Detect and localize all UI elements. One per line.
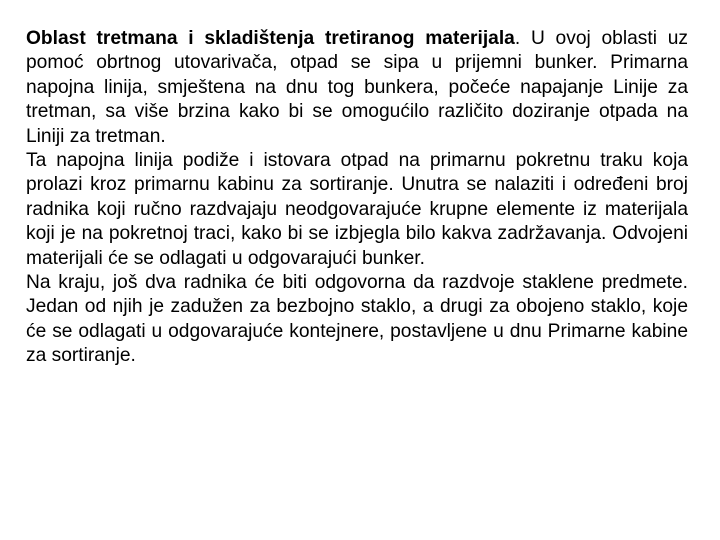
section-heading: Oblast tretmana i skladištenja tretiranog materijala [26,28,515,49]
paragraph-feed-line: Ta napojna linija podiže i istovara otpad na primarnu pokretnu traku koja prolazi kroz primarnu kabinu za sortiranje. Unutra se nalaziti i određeni broj radnika koji ručno razdvajaju neodgovarajuće krupne elemente iz materijala koji je na pokretnoj traci, kako bi se izbjegla bilo kakva zadržavanja. Odvojeni materijali će se odlagati u odgovarajući bunker. [26,150,688,269]
paragraph-1-text: . U ovoj oblasti uz pomoć obrtnog utovarivača, otpad se sipa u prijemni bunker. Primarna napojna linija, smještena na dnu tog bunkera, počeće napajanje Linije za tretman, sa više brzina kako bi se omogućilo različito doziranje otpada na Liniji za tretman. [26,28,688,147]
paragraph-glass-sorting: Na kraju, još dva radnika će biti odgovorna da razdvoje staklene predmete. Jedan od njih je zadužen za bezbojno staklo, a drugi za obojeno staklo, koje će se odlagati u odgovarajuće kontejnere, postavljene u dnu Primarne kabine za sortiranje. [26,272,688,367]
slide-text-body [26,27,688,369]
paragraph-treatment-area [26,27,688,149]
